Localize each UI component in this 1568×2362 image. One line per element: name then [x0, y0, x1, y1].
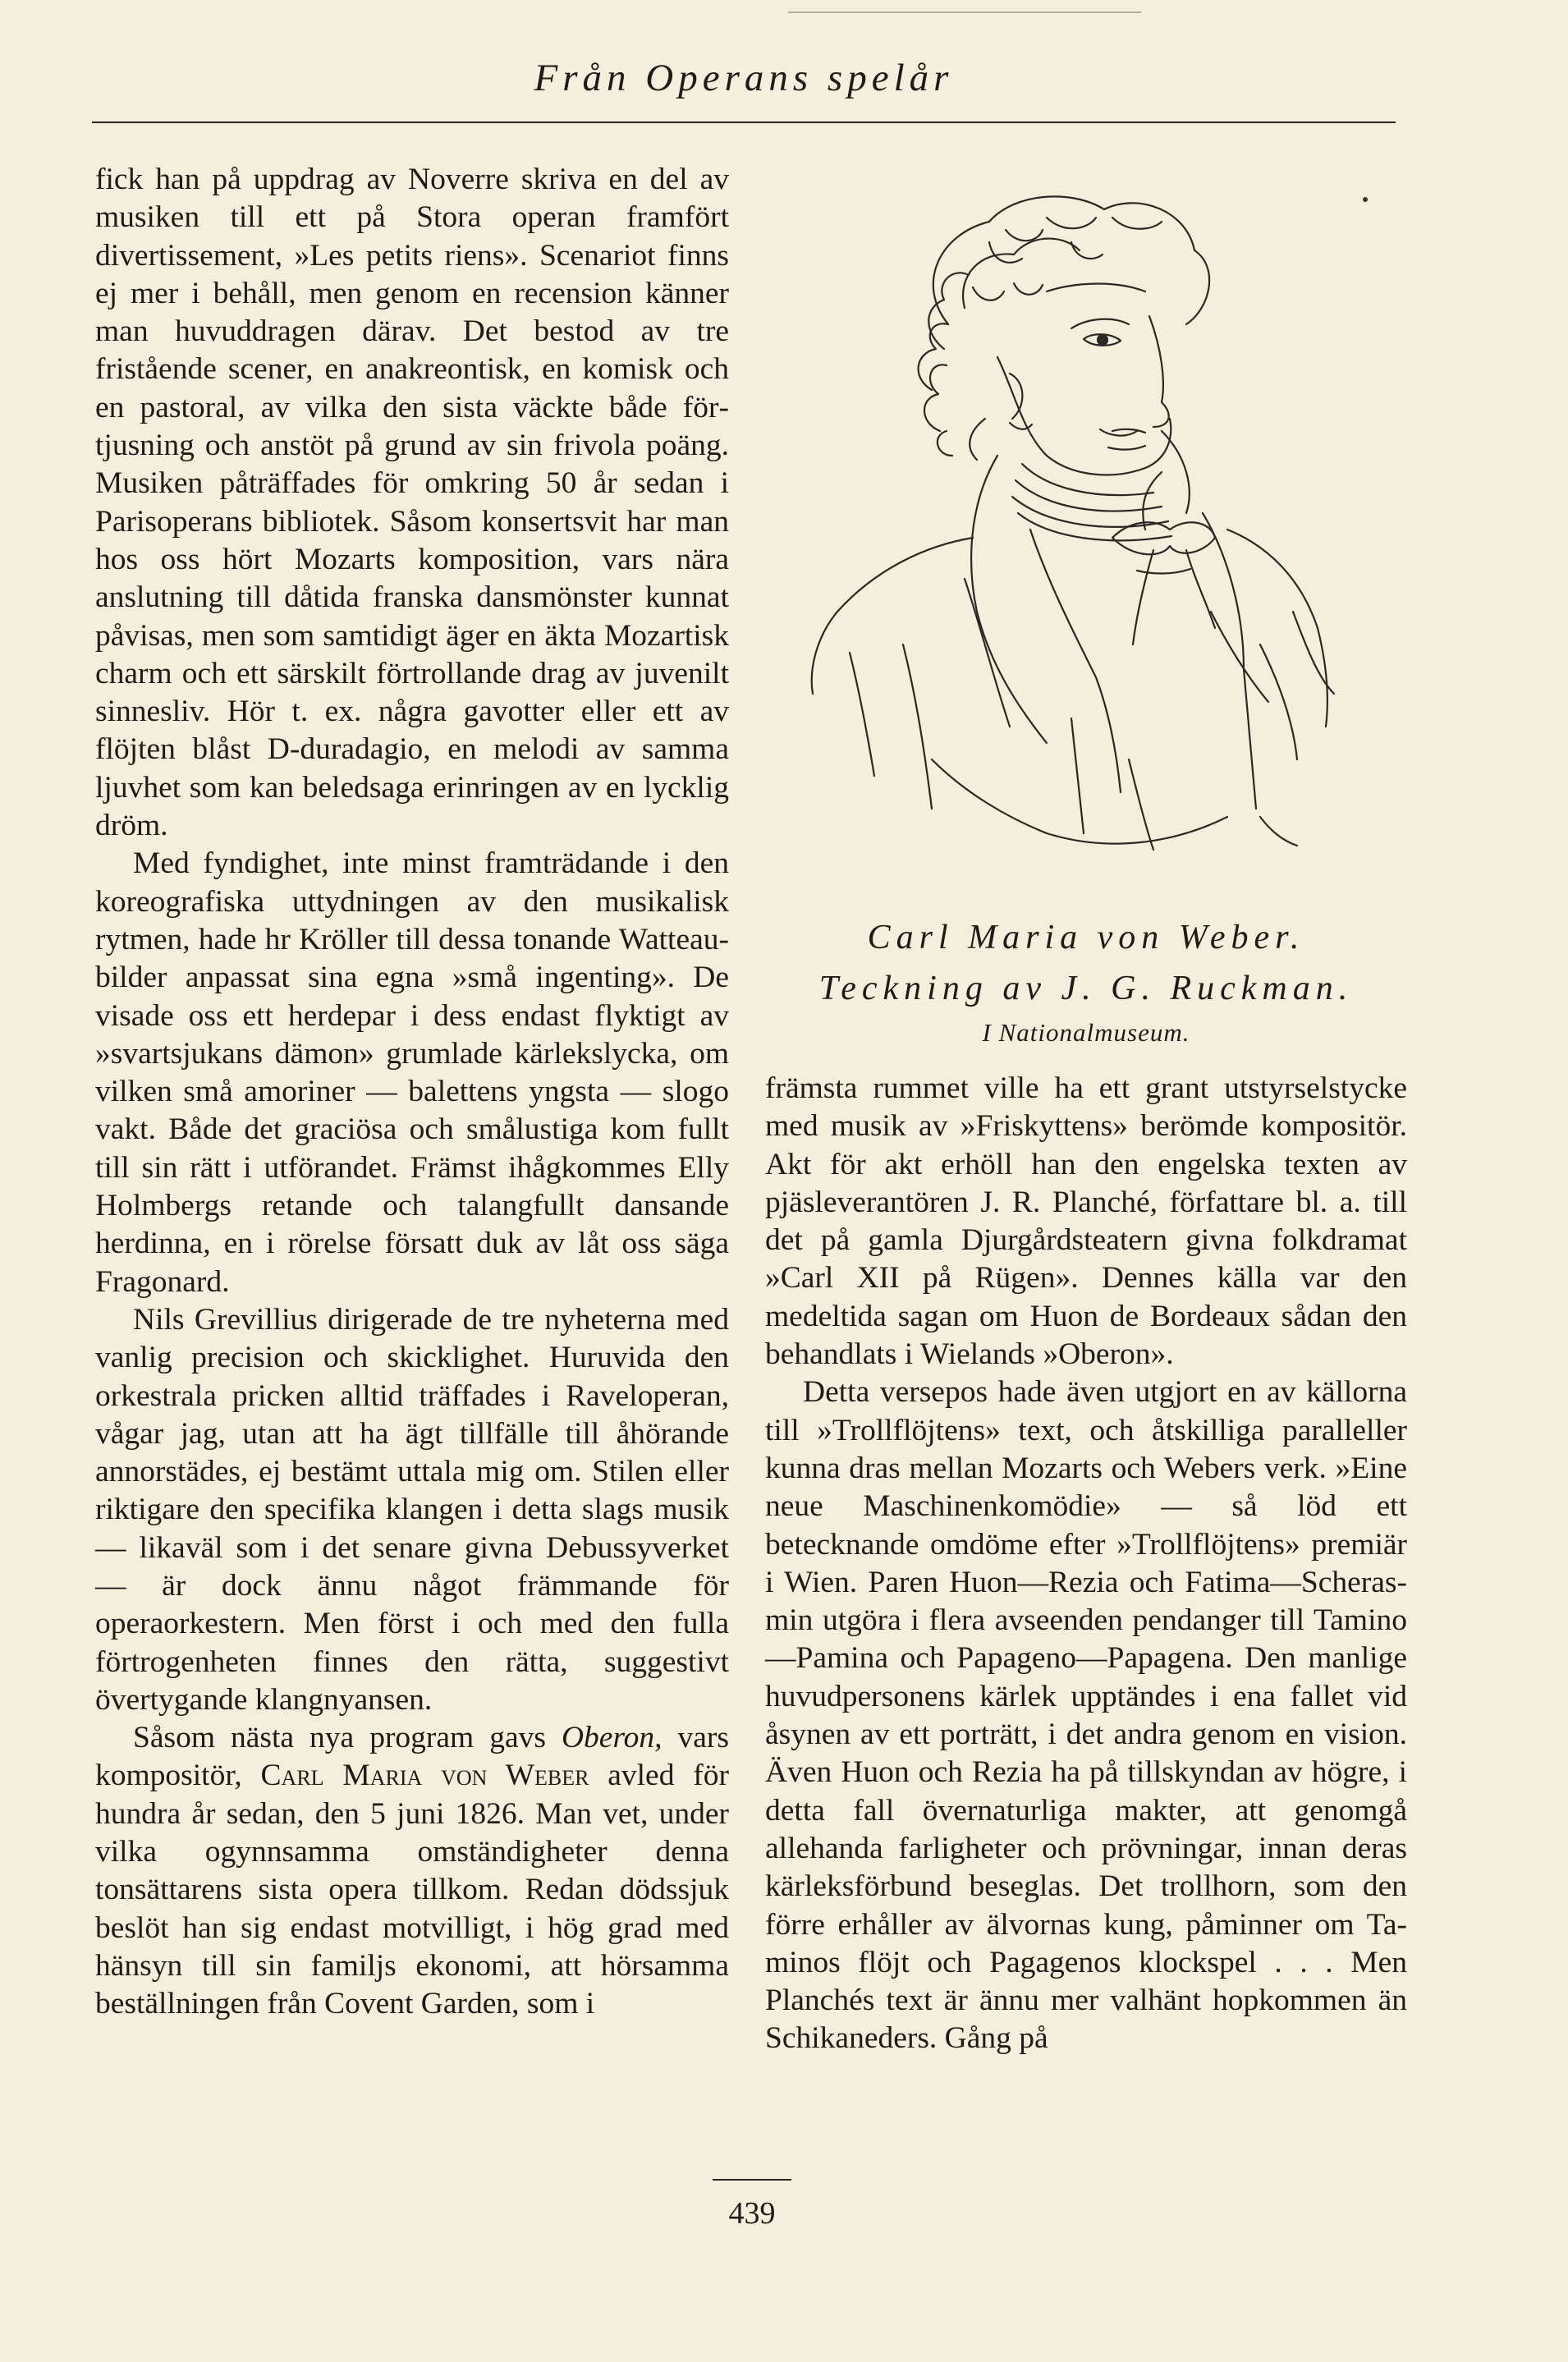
opera-title: Oberon,: [561, 1721, 663, 1755]
text-span: Såsom nästa nya program gavs: [133, 1721, 562, 1755]
footer-rule: [713, 2179, 791, 2181]
page-number: 439: [728, 2196, 776, 2231]
paragraph-2: Med fyndighet, inte minst framträdande i den koreografiska uttydningen av den musikalisk rytmen, hade hr Kröller till dessa tonande Watteau-bilder anpassat sina egna »små ingenting». De visade oss ett herdepar i dess endast flyktigt av »svartsjukans dämon» grumlade kärlekslycka, om vilken små amoriner — balettens yngsta — slogo vakt. Både det graciösa och smålustiga kom fullt till sin rätt i utförandet. Främst ihågkommes Elly Holmbergs retande och talangfullt dansande herdinna, en i rörelse försatt duk av låt oss säga Fragonard.: [95, 846, 729, 1299]
caption-credit: Teckning av J. G. Ruckman.: [818, 970, 1354, 1007]
text-span: vars kompositör,: [95, 1721, 730, 1793]
paragraph-1: fick han på uppdrag av Noverre skriva en del av musiken till ett på Stora operan framfört divertissement, »Les petits riens». Scenariot finns ej mer i behåll, men genom en recension känner man huvuddragen därav. Det bestod av tre fristående scener, en anakreontisk, en komisk och en pastoral, av vilka den sista väckte både förtjusning och anstöt på grund av sin frivola poäng. Musiken påträffades för omkring 50 år sedan i Parisoperans bibliotek. Såsom konsertsvit har man hos oss hört Mozarts komposition, vars nära anslutning till dåtida franska dansmönster kunnat påvisas, men som samtidigt äger en äkta Mozartisk charm och ett särskilt förtrollande drag av juvenilt sinnesliv. Hör t. ex. några gavotter eller ett av flöjten blåst D-duradagio, en melodi av samma ljuvhet som kan beledsaga erinringen av en lycklig dröm.: [95, 163, 729, 843]
right-column: [765, 1070, 1407, 2058]
text-span: avled för hundra år sedan, den 5 juni 1826. Man vet, under vilka ogynnsamma omständigheter denna tonsättarens sista opera tillkom. Redan dödssjuk beslöt han sig endast motvilligt, i hög grad med hänsyn till sin familjs ekonomi, att hörsamma beställningen från Covent Garden, som i: [95, 1759, 730, 2021]
running-head: Från Operans spelår: [534, 57, 954, 99]
paragraph-5: främsta rummet ville ha ett grant utstyrselstycke med musik av »Friskyttens» berömde kompositör. Akt för akt erhöll han den engelska texten av pjäsleverantören J. R. Planché, författare bl. a. till det på gamla Djurgårdsteatern givna folkdramat »Carl XII på Rügen». Dennes källa var den medeltida sagan om Huon de Bordeaux sådan den behandlats i Wielands »Oberon».: [765, 1071, 1407, 1372]
paragraph-6: Detta versepos hade även utgjort en av källorna till »Trollflöjtens» text, och åtskilliga paralleller kunna dras mellan Mozarts och Webers verk. »Eine neue Maschinenkomödie» — så löd ett betecknande omdöme efter »Trollflöjtens» premiär i Wien. Paren Huon—Rezia och Fatima—Scherasmin utgöra i flera avseenden pendanger till Tamino—Pamina och Papageno—Papagena. Den manlige huvudpersonens kärlek upptändes i ena fallet vid åsynen av ett porträtt, i det andra genom en vision. Även Huon och Rezia ha på tillskyndan av högre, i detta fall övernaturliga makter, att genomgå allehanda farligheter och prövningar, innan deras kärleksförbund beseglas. Det trollhorn, som den förre erhåller av älvornas kung, påminner om Taminos flöjt och Pagagenos klockspel . . . Men Planchés text är ännu mer valhänt hopkommen än Schikaneders. Gång på: [765, 1375, 1407, 2056]
header-rule: [92, 122, 1396, 123]
paragraph-4: [95, 1719, 729, 2023]
caption-title: Carl Maria von Weber.: [867, 919, 1305, 956]
paragraph-3: Nils Grevillius dirigerade de tre nyheterna med vanlig precision och skicklighet. Huruvida den orkestrala pricken alltid träffades i Raveloperan, vågar jag, utan att ha ägt tillfälle till åhörande annorstädes, ej bestämt uttala mig om. Stilen eller riktigare den specifika klangen i detta slags musik — likaväl som i det senare givna Debussyverket — är dock ännu något främmande för operaorkestern. Men först i och med den fulla förtrogenheten finnes den rätta, suggestivt övertygande klangnyansen.: [95, 1302, 729, 1717]
portrait-drawing: [800, 185, 1350, 940]
composer-name: Carl Maria von Weber: [260, 1759, 589, 1793]
top-edge-rule: [788, 11, 1141, 13]
speck: [1363, 197, 1368, 202]
left-column: [95, 161, 729, 2024]
caption-location: I Nationalmuseum.: [982, 1018, 1190, 1047]
